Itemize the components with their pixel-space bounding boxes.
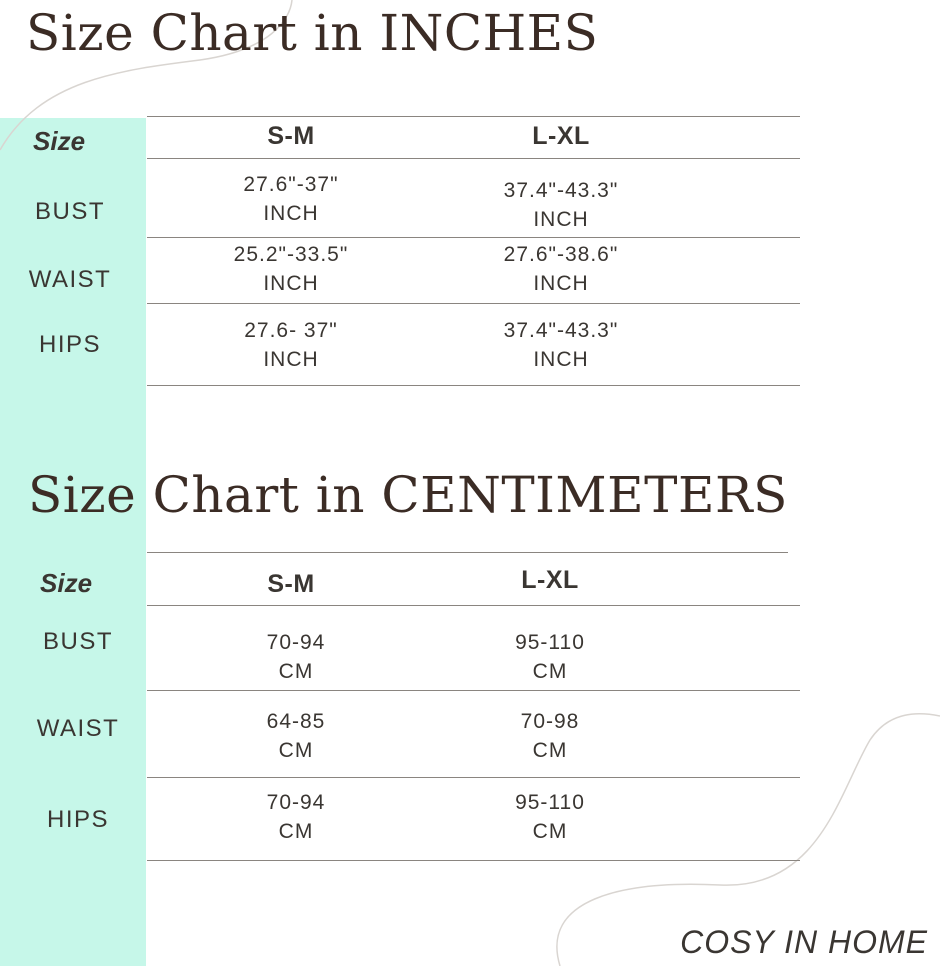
inches-waist-lxl-unit: INCH	[533, 272, 589, 295]
inches-bust-lxl-unit: INCH	[533, 208, 589, 231]
inches-rule-header	[147, 158, 800, 159]
cm-bust-sm-unit: CM	[278, 660, 314, 683]
inches-waist-lxl	[461, 240, 661, 298]
inches-row-label-waist: WAIST	[28, 266, 112, 293]
inches-hips-lxl	[461, 316, 661, 374]
cm-waist-lxl-unit: CM	[532, 739, 568, 762]
cm-hips-sm-unit: CM	[278, 820, 314, 843]
inches-waist-lxl-value: 27.6"-38.6"	[503, 243, 619, 266]
cm-rule-bust	[147, 690, 800, 691]
inches-rule-hips	[147, 385, 800, 386]
inches-waist-sm-value: 25.2"-33.5"	[233, 243, 349, 266]
cm-hips-sm-value: 70-94	[266, 791, 326, 814]
cm-hips-lxl-value: 95-110	[515, 791, 585, 814]
inches-waist-sm-unit: INCH	[263, 272, 319, 295]
inches-chart-title: Size Chart in INCHES	[26, 4, 599, 62]
cm-bust-sm-value: 70-94	[266, 631, 326, 654]
inches-rule-bust	[147, 237, 800, 238]
inches-col-sm: S-M	[267, 122, 315, 150]
inches-hips-sm-value: 27.6- 37"	[244, 319, 338, 342]
inches-hips-sm	[191, 316, 391, 374]
cm-waist-sm-value: 64-85	[266, 710, 326, 733]
inches-size-label: Size	[33, 126, 86, 156]
cm-col-sm: S-M	[267, 570, 315, 598]
cm-rule-header	[147, 605, 800, 606]
inches-bust-lxl	[461, 176, 661, 234]
cm-bust-lxl-unit: CM	[532, 660, 568, 683]
cm-size-label: Size	[40, 568, 93, 598]
inches-rule-top	[147, 116, 800, 117]
inches-rule-waist	[147, 303, 800, 304]
inches-bust-sm	[191, 170, 391, 228]
cm-hips-lxl	[450, 788, 650, 846]
inches-bust-lxl-value: 37.4"-43.3"	[503, 179, 619, 202]
inches-bust-sm-value: 27.6"-37"	[243, 173, 339, 196]
inches-hips-lxl-unit: INCH	[533, 348, 589, 371]
inches-row-label-bust: BUST	[34, 198, 105, 225]
cm-bust-lxl	[450, 628, 650, 686]
centimeters-chart-title: Size Chart in CENTIMETERS	[28, 466, 788, 524]
cm-row-label-bust: BUST	[42, 628, 113, 655]
cm-row-label-waist: WAIST	[36, 715, 120, 742]
inches-waist-sm	[191, 240, 391, 298]
inches-bust-sm-unit: INCH	[263, 202, 319, 225]
cm-rule-hips	[147, 860, 800, 861]
cm-hips-lxl-unit: CM	[532, 820, 568, 843]
cm-col-lxl: L-XL	[521, 566, 579, 594]
inches-hips-sm-unit: INCH	[263, 348, 319, 371]
inches-row-label-hips: HIPS	[38, 331, 101, 358]
inches-col-lxl: L-XL	[532, 122, 590, 150]
cm-bust-lxl-value: 95-110	[515, 631, 585, 654]
cm-waist-lxl	[450, 707, 650, 765]
cm-row-label-hips: HIPS	[46, 806, 109, 833]
cm-waist-lxl-value: 70-98	[520, 710, 580, 733]
mint-sidebar-band	[0, 118, 146, 966]
cm-bust-sm	[196, 628, 396, 686]
brand-name: COSY IN HOME	[680, 924, 928, 960]
cm-waist-sm-unit: CM	[278, 739, 314, 762]
inches-hips-lxl-value: 37.4"-43.3"	[503, 319, 619, 342]
cm-hips-sm	[196, 788, 396, 846]
cm-rule-waist	[147, 777, 800, 778]
cm-rule-top	[147, 552, 788, 553]
cm-waist-sm	[196, 707, 396, 765]
